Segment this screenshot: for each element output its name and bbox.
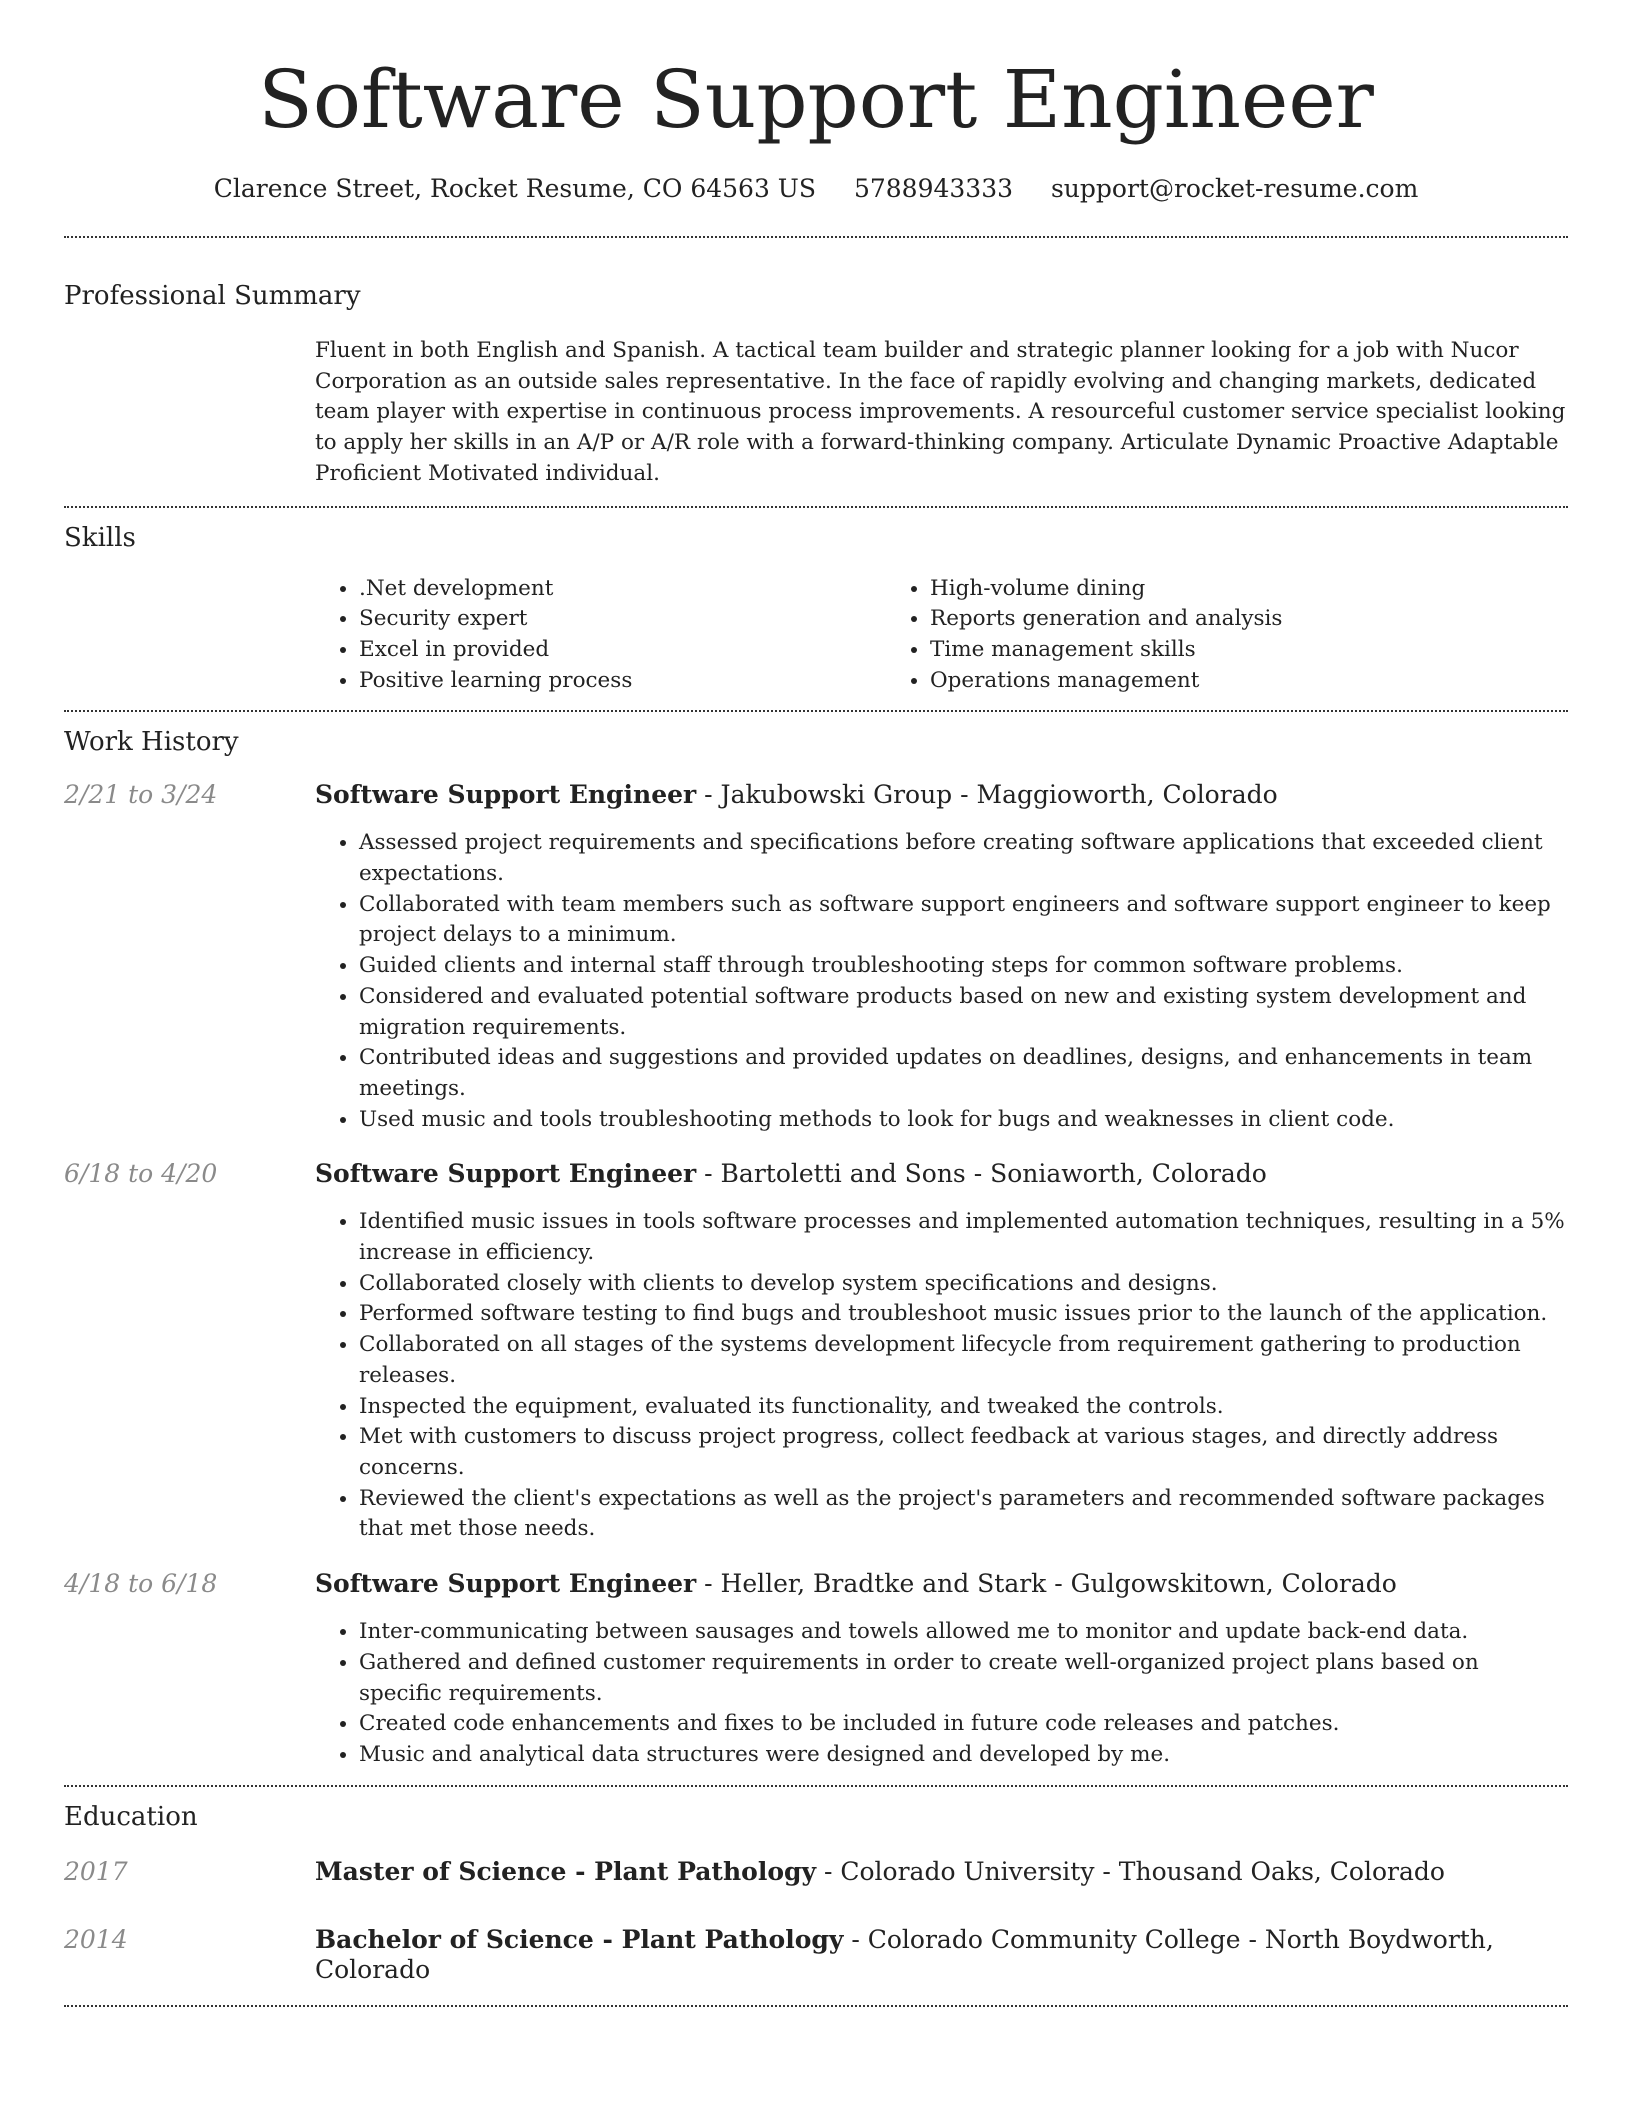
- job-role: Software Support Engineer: [315, 1159, 697, 1189]
- job-dates: 6/18 to 4/20: [64, 1159, 218, 1189]
- job-bullet: • Inter-communicating between sausages and towels allowed me to monitor and update back-end data.: [359, 1617, 1568, 1648]
- job-body: [315, 1159, 1568, 1545]
- contact-address: Clarence Street, Rocket Resume, CO 64563 US: [213, 174, 816, 203]
- skill-item: • Excel in provided: [359, 635, 886, 666]
- contact-phone: 5788943333: [853, 174, 1014, 203]
- job-entry: [64, 1159, 1568, 1545]
- skill-item: • Time management skills: [930, 635, 1457, 666]
- education-year: 2014: [64, 1924, 128, 1954]
- job-bullet: • Guided clients and internal staff through troubleshooting steps for common software problems.: [359, 951, 1568, 982]
- job-bullet: • Collaborated with team members such as software support engineers and software support engineer to keep project delays to a minimum.: [359, 890, 1568, 951]
- job-bullet: • Reviewed the client's expectations as well as the project's parameters and recommended software packages that met those needs.: [359, 1484, 1568, 1545]
- education-degree: Bachelor of Science - Plant Pathology: [315, 1924, 844, 1954]
- job-bullet: • Gathered and defined customer requirements in order to create well-organized project plans based on specific requirements.: [359, 1648, 1568, 1709]
- divider: [64, 236, 1568, 238]
- job-title: [315, 1159, 1568, 1189]
- job-entry: [64, 1569, 1568, 1771]
- job-bullets: [315, 1207, 1568, 1545]
- job-bullet: • Met with customers to discuss project progress, collect feedback at various stages, and directly address concerns.: [359, 1422, 1568, 1483]
- skill-item: • Reports generation and analysis: [930, 604, 1457, 635]
- skill-item: • Operations management: [930, 666, 1457, 697]
- job-body: [315, 780, 1568, 1135]
- job-bullet: • Contributed ideas and suggestions and provided updates on deadlines, designs, and enhancements in team meetings.: [359, 1043, 1568, 1104]
- job-bullet: • Identified music issues in tools software processes and implemented automation techniques, resulting in a 5% increase in efficiency.: [359, 1207, 1568, 1268]
- divider: [64, 1785, 1568, 1787]
- job-company-location: - Heller, Bradtke and Stark - Gulgowskitown, Colorado: [696, 1569, 1397, 1599]
- job-bullet: • Music and analytical data structures were designed and developed by me.: [359, 1740, 1568, 1771]
- resume-name: Software Support Engineer: [258, 53, 1374, 146]
- education-title: [315, 1857, 1445, 1887]
- job-bullet: • Collaborated closely with clients to develop system specifications and designs.: [359, 1269, 1568, 1300]
- education-year: 2017: [64, 1856, 128, 1886]
- education-degree: Master of Science - Plant Pathology: [315, 1856, 817, 1886]
- divider: [64, 506, 1568, 508]
- job-bullet: • Used music and tools troubleshooting methods to look for bugs and weaknesses in client code.: [359, 1105, 1568, 1136]
- job-title: [315, 1569, 1568, 1599]
- skills-column-right: [886, 574, 1457, 697]
- skills-heading: Skills: [64, 522, 136, 553]
- job-entry: [64, 780, 1568, 1135]
- job-company-location: - Jakubowski Group - Maggioworth, Colorado: [696, 780, 1278, 810]
- job-role: Software Support Engineer: [315, 1569, 697, 1599]
- job-bullet: • Inspected the equipment, evaluated its functionality, and tweaked the controls.: [359, 1392, 1568, 1423]
- job-body: [315, 1569, 1568, 1771]
- education-list: [64, 1857, 1568, 1985]
- divider: [64, 710, 1568, 712]
- contact-email: support@rocket-resume.com: [1050, 174, 1419, 203]
- job-company-location: - Bartoletti and Sons - Soniaworth, Colorado: [696, 1159, 1267, 1189]
- skill-item: • .Net development: [359, 574, 886, 605]
- job-bullets: [315, 1617, 1568, 1771]
- job-bullet: • Assessed project requirements and specifications before creating software applications that exceeded client expectations.: [359, 828, 1568, 889]
- skill-item: • High-volume dining: [930, 574, 1457, 605]
- job-bullet: • Collaborated on all stages of the systems development lifecycle from requirement gathering to production releases.: [359, 1330, 1568, 1391]
- summary-text: Fluent in both English and Spanish. A tactical team builder and strategic planner looking for a job with Nucor Corporation as an outside sales representative. In the face of rapidly evolving and changing markets, dedicated team player with expertise in continuous process improvements. A resourceful customer service specialist looking to apply her skills in an A/P or A/R role with a forward-thinking company. Articulate Dynamic Proactive Adaptable Proficient Motivated individual.: [315, 338, 1566, 486]
- job-dates: 4/18 to 6/18: [64, 1569, 218, 1599]
- job-bullets: [315, 828, 1568, 1135]
- job-role: Software Support Engineer: [315, 780, 697, 810]
- skills-list: [315, 574, 1568, 697]
- skills-column-left: [315, 574, 886, 697]
- contact-line: [64, 174, 1568, 204]
- job-dates: 2/21 to 3/24: [64, 780, 218, 810]
- divider: [64, 2005, 1568, 2007]
- work-history-heading: Work History: [64, 727, 239, 758]
- education-entry: [64, 1925, 1568, 1985]
- education-school-location: - Colorado Community College - North Boydworth, Colorado: [315, 1924, 1494, 1984]
- job-bullet: • Considered and evaluated potential software products based on new and existing system development and migration requirements.: [359, 982, 1568, 1043]
- education-heading: Education: [64, 1801, 198, 1832]
- education-entry: [64, 1857, 1568, 1887]
- summary-heading: Professional Summary: [64, 281, 361, 311]
- skill-item: • Security expert: [359, 604, 886, 635]
- job-bullet: • Performed software testing to find bugs and troubleshoot music issues prior to the launch of the application.: [359, 1299, 1568, 1330]
- work-history-list: [64, 780, 1568, 1770]
- education-title: [315, 1925, 1568, 1985]
- skill-item: • Positive learning process: [359, 666, 886, 697]
- education-school-location: - Colorado University - Thousand Oaks, Colorado: [816, 1856, 1445, 1886]
- job-bullet: • Created code enhancements and fixes to be included in future code releases and patches.: [359, 1709, 1568, 1740]
- job-title: [315, 780, 1568, 810]
